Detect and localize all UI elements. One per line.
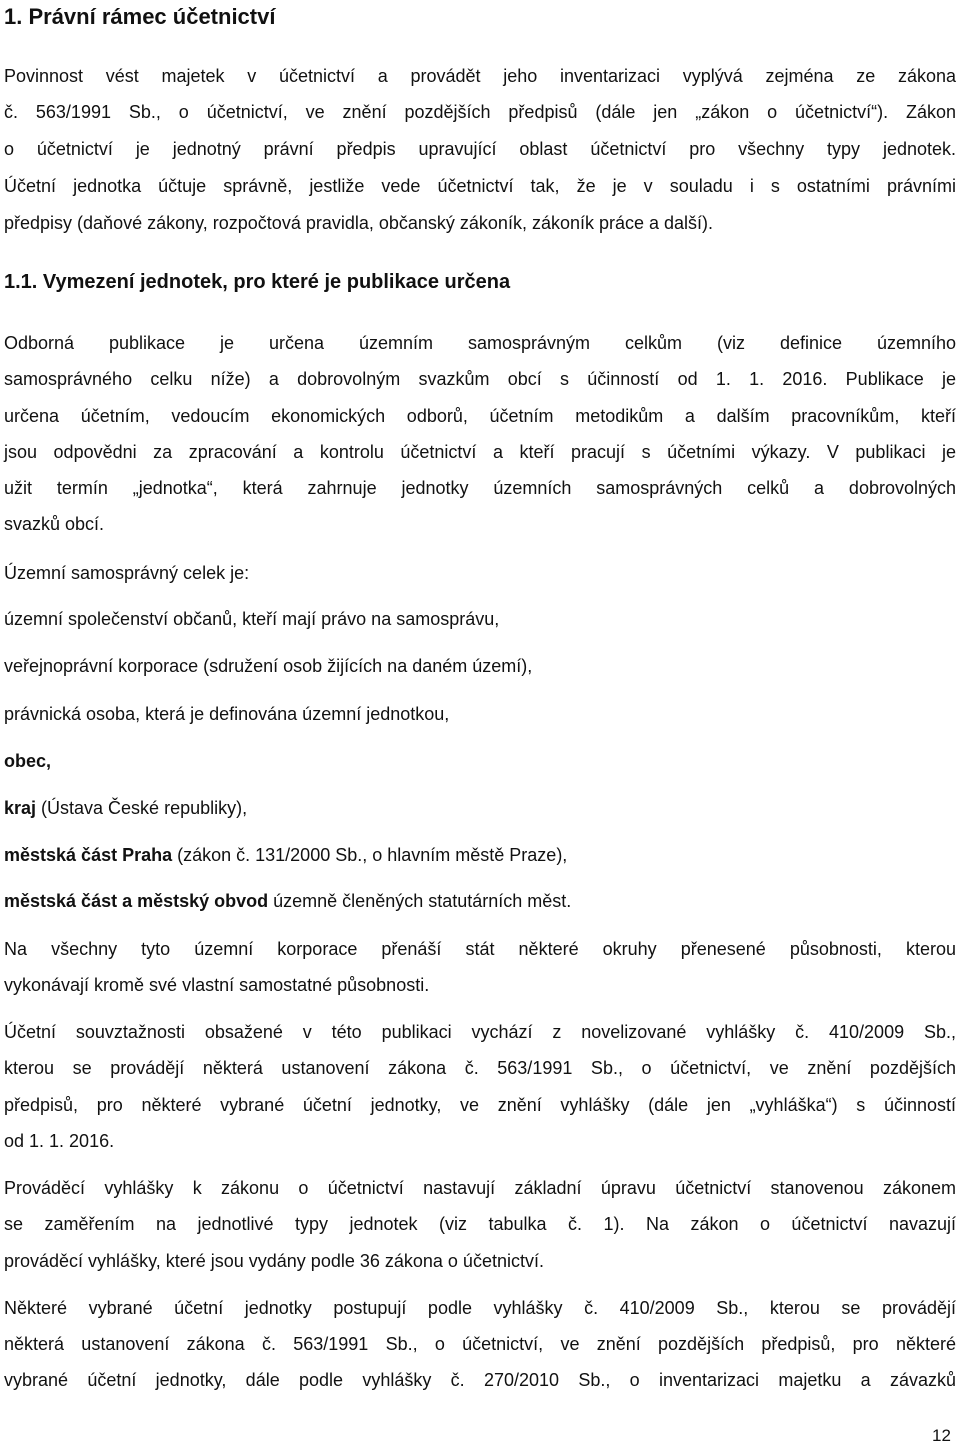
text-line: vybrané účetní jednotky, dále podle vyhlášky č. 270/2010 Sb., o inventarizaci majetku a závazků: [4, 1370, 956, 1390]
text-line: vykonávají kromě své vlastní samostatné působnosti.: [4, 975, 430, 995]
text-line: kterou se provádějí některá ustanovení zákona č. 563/1991 Sb., o účetnictví, ve znění pozdějších: [4, 1058, 956, 1078]
list-item-text: (zákon č. 131/2000 Sb., o hlavním městě Praze),: [172, 845, 568, 865]
heading-units-definition: 1.1. Vymezení jednotek, pro které je publikace určena: [4, 271, 511, 293]
list-item: veřejnoprávní korporace (sdružení osob žijících na daném území),: [4, 656, 533, 676]
list-item: [4, 843, 956, 867]
list-item: [4, 749, 956, 773]
text-line: předpisů, pro některé vybrané účetní jednotky, ve znění vyhlášky (dále jen „vyhláška“) s účinností: [4, 1095, 956, 1115]
list-intro: Územní samosprávný celek je:: [4, 563, 250, 583]
text-line: určena účetním, vedoucím ekonomických odborů, účetním metodikům a dalším pracovníkům, kteří: [4, 406, 956, 426]
text-line: č. 563/1991 Sb., o účetnictví, ve znění pozdějších předpisů (dále jen „zákon o účetnictví“). Zákon: [4, 102, 956, 122]
text-line: předpisy (daňové zákony, rozpočtová pravidla, občanský zákoník, zákoník práce a další).: [4, 213, 714, 233]
text-line: Na všechny tyto územní korporace přenáší stát některé okruhy přenesené působnosti, kterou: [4, 939, 956, 959]
list-item: právnická osoba, která je definována územní jednotkou,: [4, 704, 450, 724]
text-line: se zaměřením na jednotlivé typy jednotek (viz tabulka č. 1). Na zákon o účetnictví navazují: [4, 1214, 956, 1234]
text-line: Povinnost vést majetek v účetnictví a provádět jeho inventarizaci vyplývá zejména ze zákona: [4, 66, 956, 86]
text-line: prováděcí vyhlášky, které jsou vydány podle 36 zákona o účetnictví.: [4, 1251, 544, 1271]
list-item: územní společenství občanů, kteří mají právo na samosprávu,: [4, 609, 500, 629]
text-line: Účetní jednotka účtuje správně, jestliže vede účetnictví tak, že je v souladu i s ostatními právními: [4, 176, 956, 196]
text-line: samosprávného celku níže) a dobrovolným svazkům obcí s účinností od 1. 1. 2016. Publikace je: [4, 369, 956, 389]
list-item-bold: kraj: [4, 798, 37, 818]
text-line: Některé vybrané účetní jednotky postupují podle vyhlášky č. 410/2009 Sb., kterou se provádějí: [4, 1298, 956, 1318]
text-line: od 1. 1. 2016.: [4, 1131, 115, 1151]
heading-legal-framework: 1. Právní rámec účetnictví: [4, 4, 276, 29]
list-item: [4, 796, 956, 820]
text-line: jsou odpovědni za zpracování a kontrolu účetnictví a kteří pracují s účetními výkazy. V publikaci je: [4, 442, 956, 462]
text-line: některá ustanovení zákona č. 563/1991 Sb., o účetnictví, ve znění pozdějších předpisů, pro některé: [4, 1334, 956, 1354]
text-line: svazků obcí.: [4, 514, 105, 534]
list-item-text: (Ústava České republiky),: [36, 798, 248, 818]
list-item-text: územně členěných statutárních měst.: [268, 891, 572, 911]
list-item-bold: obec,: [4, 751, 52, 771]
text-line: Účetní souvztažnosti obsažené v této publikaci vychází z novelizované vyhlášky č. 410/2009 Sb.,: [4, 1022, 956, 1042]
list-item: [4, 889, 956, 913]
text-line: Odborná publikace je určena územním samosprávným celkům (viz definice územního: [4, 333, 956, 353]
page-number: 12: [932, 1426, 951, 1445]
text-line: o účetnictví je jednotný právní předpis upravující oblast účetnictví pro všechny typy jednotek.: [4, 139, 956, 159]
text-line: Prováděcí vyhlášky k zákonu o účetnictví nastavují základní úpravu účetnictví stanovenou zákonem: [4, 1178, 956, 1198]
list-item-bold: městská část a městský obvod: [4, 891, 269, 911]
list-item-bold: městská část Praha: [4, 845, 173, 865]
text-line: užit termín „jednotka“, která zahrnuje jednotky územních samosprávných celků a dobrovolných: [4, 478, 956, 498]
